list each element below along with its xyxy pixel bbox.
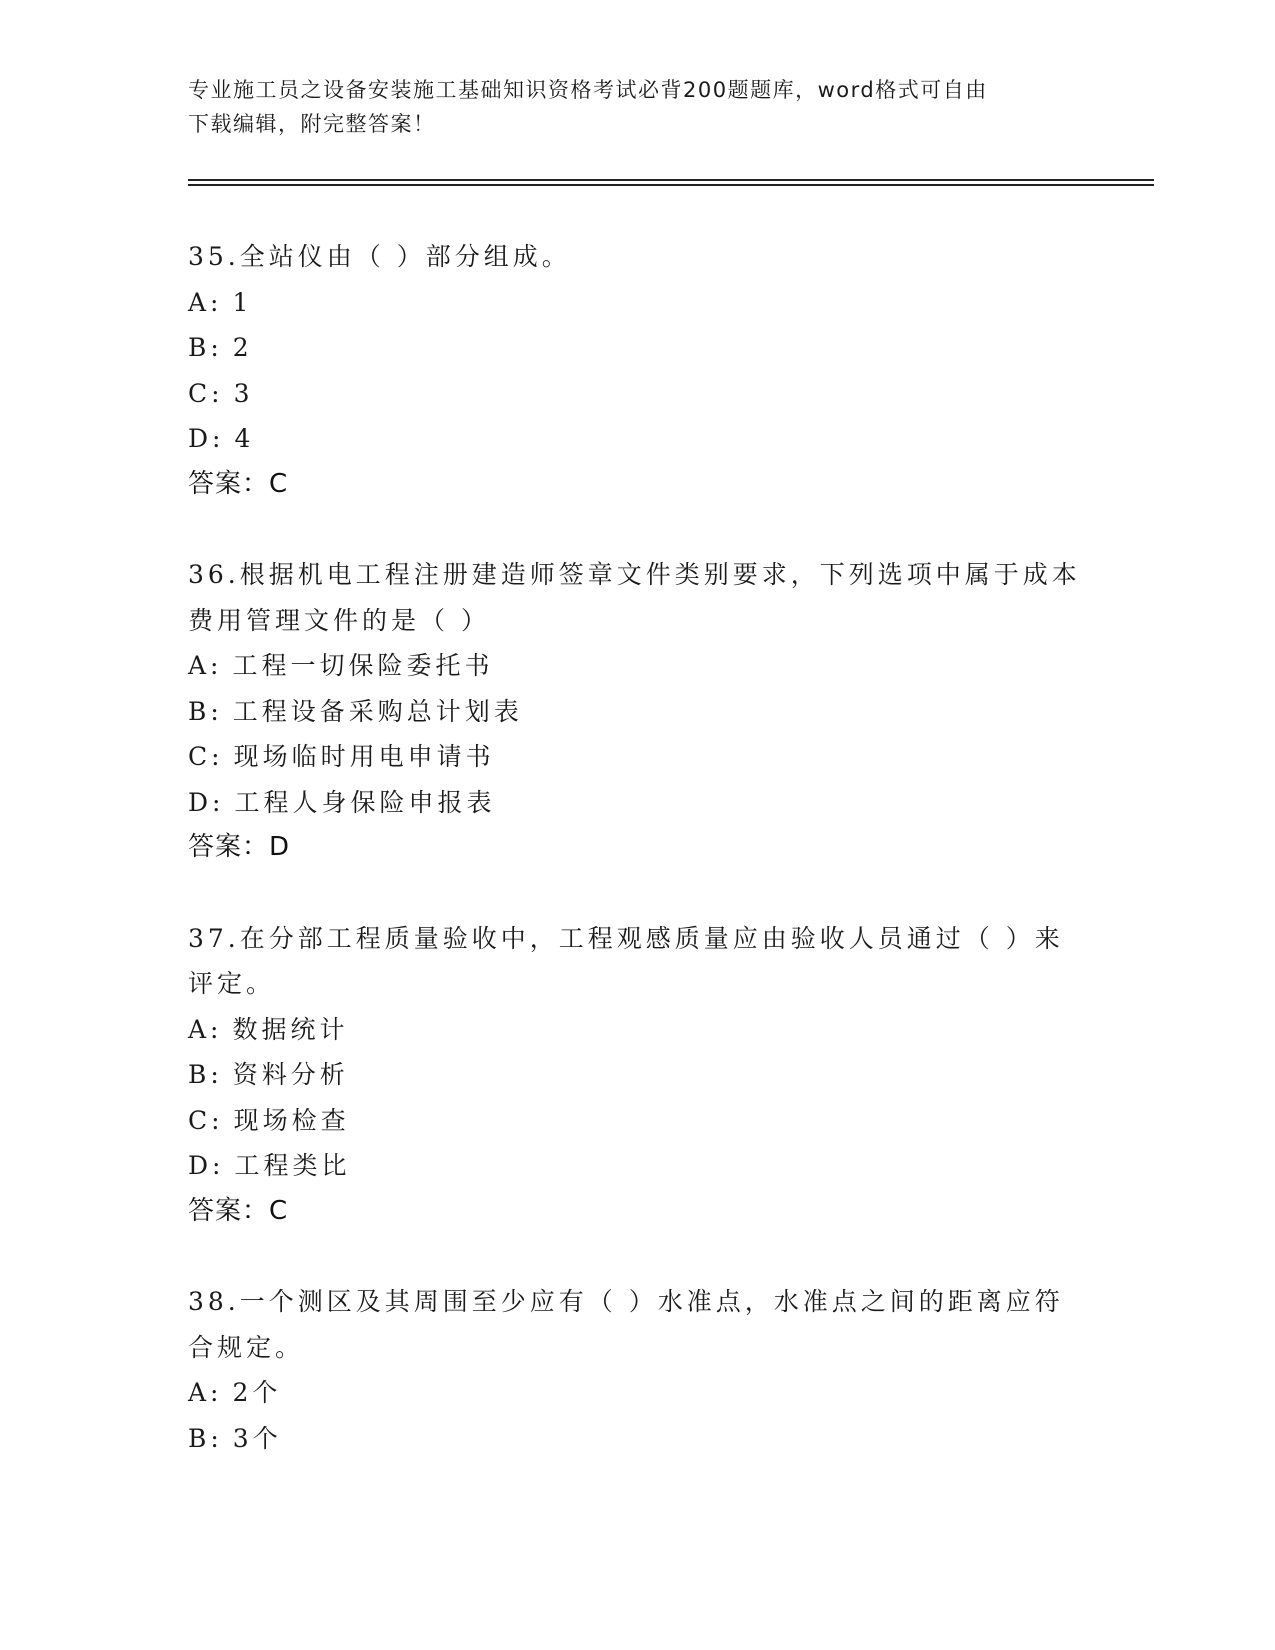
question-36 bbox=[188, 552, 1088, 871]
question-stem: 35.全站仪由（ ）部分组成。 bbox=[188, 242, 571, 271]
question-35 bbox=[188, 234, 1088, 507]
option-key: B: bbox=[188, 333, 223, 362]
option-key: D: bbox=[188, 1151, 225, 1180]
document-header bbox=[188, 73, 1068, 141]
option-key: B: bbox=[188, 1060, 223, 1089]
option-text: 工程设备采购总计划表 bbox=[232, 696, 523, 726]
header-divider-bottom bbox=[188, 184, 1154, 186]
option-a bbox=[188, 280, 1088, 326]
option-key: A: bbox=[188, 287, 223, 317]
option-key: B: bbox=[188, 1423, 223, 1453]
option-b bbox=[188, 689, 1088, 735]
option-text: 2 bbox=[232, 333, 253, 362]
option-key: C: bbox=[188, 742, 224, 771]
question-stem: 37.在分部工程质量验收中，工程观感质量应由验收人员通过（ ）来评定。 bbox=[188, 923, 1064, 998]
option-text: 现场检查 bbox=[233, 1105, 350, 1135]
option-key: A: bbox=[188, 1378, 223, 1407]
option-key: B: bbox=[188, 696, 223, 726]
answer-line: 答案：D bbox=[188, 832, 291, 862]
option-text: 工程类比 bbox=[234, 1151, 351, 1180]
option-a bbox=[188, 1007, 1088, 1053]
option-key: D: bbox=[188, 424, 225, 453]
option-b bbox=[188, 1416, 1088, 1462]
option-text: 3 bbox=[233, 378, 254, 408]
option-d bbox=[188, 416, 1088, 462]
option-text: 4 bbox=[234, 424, 255, 453]
option-text: 工程一切保险委托书 bbox=[232, 651, 494, 680]
option-a bbox=[188, 1370, 1088, 1416]
option-text: 工程人身保险申报表 bbox=[234, 787, 496, 817]
option-text: 1 bbox=[232, 287, 253, 317]
option-d bbox=[188, 780, 1088, 826]
option-text: 2个 bbox=[232, 1378, 282, 1407]
option-key: D: bbox=[188, 787, 225, 817]
answer-line: 答案：C bbox=[188, 1195, 289, 1226]
option-text: 数据统计 bbox=[232, 1014, 349, 1044]
option-text: 现场临时用电申请书 bbox=[233, 742, 495, 771]
option-c bbox=[188, 371, 1088, 417]
answer-line: 答案：C bbox=[188, 468, 289, 499]
header-line-1: 专业施工员之设备安装施工基础知识资格考试必背200题题库，word格式可自由 bbox=[188, 78, 988, 102]
option-key: A: bbox=[188, 651, 223, 680]
option-c bbox=[188, 734, 1088, 780]
header-divider-top bbox=[188, 179, 1154, 181]
option-key: C: bbox=[188, 1105, 224, 1135]
question-list bbox=[188, 234, 1088, 1506]
option-text: 资料分析 bbox=[232, 1060, 349, 1089]
option-key: A: bbox=[188, 1014, 223, 1044]
option-b bbox=[188, 1052, 1088, 1098]
question-stem: 36.根据机电工程注册建造师签章文件类别要求，下列选项中属于成本费用管理文件的是（ ） bbox=[188, 560, 1081, 635]
option-d bbox=[188, 1143, 1088, 1189]
option-c bbox=[188, 1098, 1088, 1144]
question-37 bbox=[188, 916, 1088, 1235]
option-a bbox=[188, 643, 1088, 689]
question-stem: 38.一个测区及其周围至少应有（ ）水准点，水准点之间的距离应符合规定。 bbox=[188, 1287, 1064, 1362]
option-text: 3个 bbox=[232, 1423, 282, 1453]
option-key: C: bbox=[188, 378, 224, 408]
option-b bbox=[188, 325, 1088, 371]
question-38 bbox=[188, 1279, 1088, 1461]
header-line-2: 下载编辑，附完整答案！ bbox=[188, 112, 436, 136]
